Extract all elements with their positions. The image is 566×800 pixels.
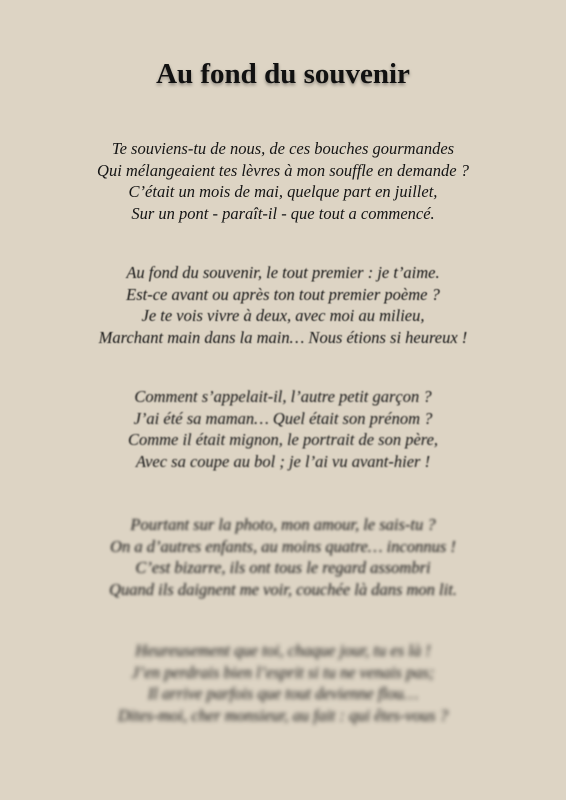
stanza-3 bbox=[0, 386, 566, 472]
stanza-5-line-4: Dites-moi, cher monsieur, au fait : qui êtes-vous ? bbox=[118, 705, 448, 725]
stanza-2-line-2: Est-ce avant ou après ton tout premier poème ? bbox=[126, 284, 440, 304]
stanza-3-line-2: J’ai été sa maman… Quel était son prénom ? bbox=[133, 408, 433, 428]
stanza-2-line-1: Au fond du souvenir, le tout premier : je t’aime. bbox=[126, 263, 440, 282]
stanza-4-line-4: Quand ils daignent me voir, couchée là dans mon lit. bbox=[109, 579, 457, 599]
stanza-1-line-2: Qui mélangeaient tes lèvres à mon souffle en demande ? bbox=[97, 160, 469, 180]
stanza-5-line-3: Il arrive parfois que tout devienne flou… bbox=[147, 684, 419, 703]
stanza-3-line-3: Comme il était mignon, le portrait de son père, bbox=[127, 430, 439, 449]
stanza-5-line-2: J’en perdrais bien l’esprit si tu ne venais pas; bbox=[131, 662, 435, 682]
poem-title: Au fond du souvenir bbox=[156, 58, 410, 90]
stanza-5-line-1: Heureusement que toi, chaque jour, tu es là ! bbox=[135, 641, 431, 660]
stanza-1 bbox=[0, 138, 566, 224]
stanza-4-line-2: On a d’autres enfants, au moins quatre… inconnus ! bbox=[110, 536, 456, 556]
stanza-5 bbox=[0, 640, 566, 726]
stanza-3-line-4: Avec sa coupe au bol ; je l’ai vu avant-hier ! bbox=[135, 451, 431, 471]
stanza-3-line-1: Comment s’appelait-il, l’autre petit garçon ? bbox=[134, 387, 432, 406]
stanza-4-line-3: C’est bizarre, ils ont tous le regard assombri bbox=[135, 558, 431, 577]
stanza-2 bbox=[0, 262, 566, 348]
stanza-2-line-4: Marchant main dans la main… Nous étions si heureux ! bbox=[98, 327, 468, 347]
stanza-1-line-1: Te souviens-tu de nous, de ces bouches gourmandes bbox=[111, 139, 455, 158]
stanza-1-line-3: C’était un mois de mai, quelque part en juillet, bbox=[128, 182, 438, 201]
stanza-4 bbox=[0, 514, 566, 600]
stanza-2-line-3: Je te vois vivre à deux, avec moi au milieu, bbox=[141, 306, 425, 325]
stanza-4-line-1: Pourtant sur la photo, mon amour, le sais-tu ? bbox=[130, 515, 436, 534]
stanza-1-line-4: Sur un pont - paraît-il - que tout a commencé. bbox=[131, 203, 435, 223]
